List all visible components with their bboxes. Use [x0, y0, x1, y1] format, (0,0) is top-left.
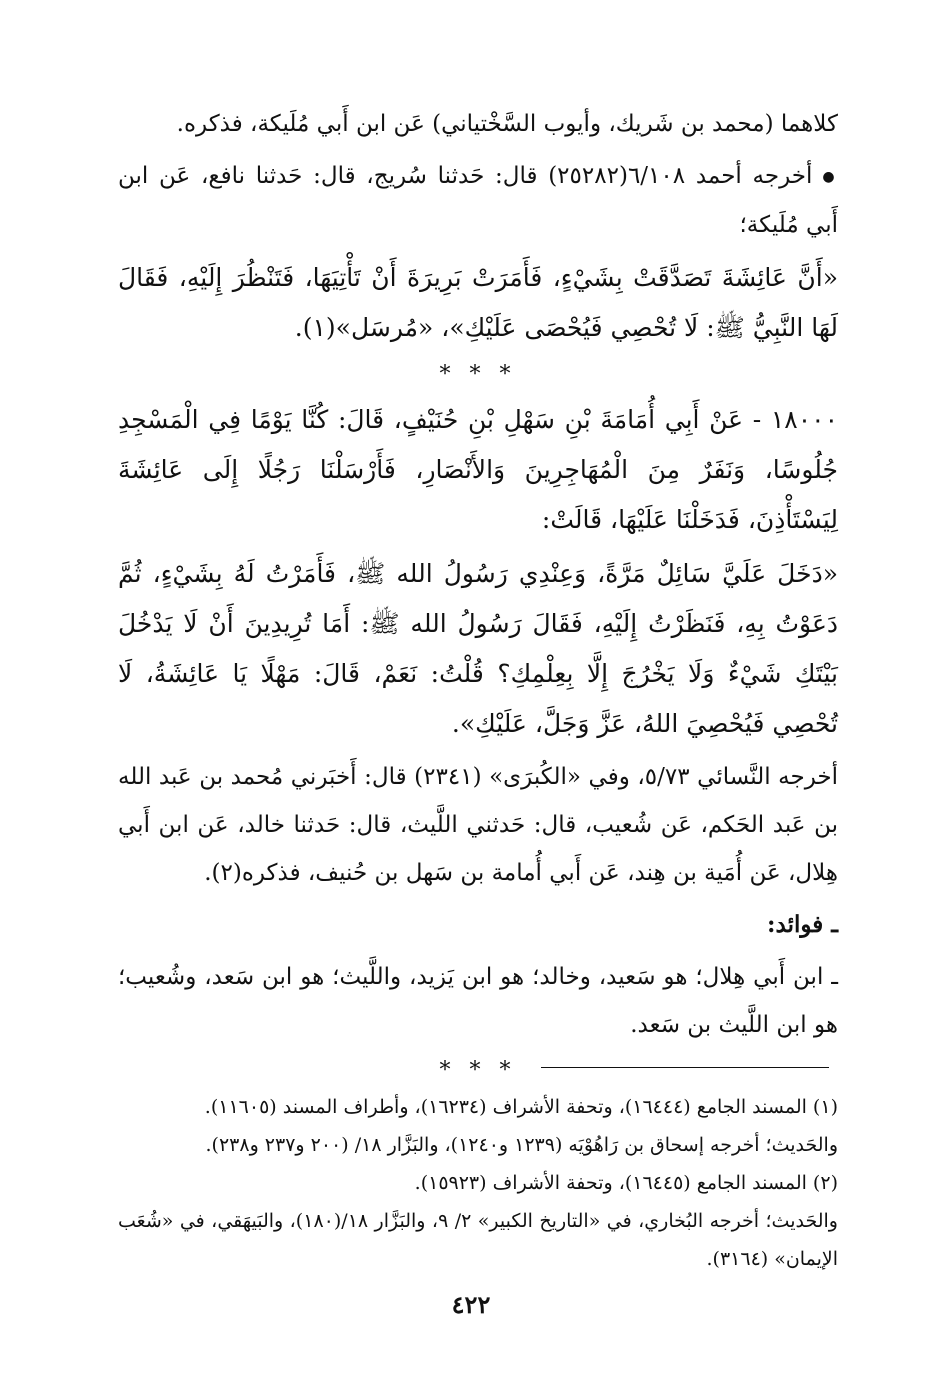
paragraph-fawaid: ـ ابن أَبي هِلال؛ هو سَعيد، وخالد؛ هو ابن يَزيد، واللَّيث؛ هو ابن سَعد، وشُعيب؛ هو ابن اللَّيث بن سَعد. [118, 964, 838, 1038]
paragraph-takhrij-nasai: أخرجه النَّسائي ٥/٧٣، وفي «الكُبرَى» (٢٣٤١) قال: أَخبَرني مُحمد بن عَبد الله بن عَبد الحَكم، عَن شُعيب، قال: حَدثني اللَّيث، قال: حَدثنا خالد، عَن ابن أَبي هِلال، عَن أُمَية بن هِند، عَن أَبي أُمامة بن سَهل بن حُنيف، فذكره(٢). [118, 764, 839, 886]
footnote-1: (١) المسند الجامع (١٦٤٤٤)، وتحفة الأشراف (١٦٢٣٤)، وأطراف المسند (١١٦٠٥). [204, 1096, 838, 1118]
paragraph-hadith-matn: «دَخَلَ عَلَيَّ سَائِلٌ مَرَّةً، وَعِنْدِي رَسُولُ الله ﷺ، فَأَمَرْتُ لَهُ بِشَيْءٍ، ثُمَّ دَعَوْتُ بِهِ، فَنَظَرْتُ إِلَيْهِ، فَقَالَ رَسُولُ الله ﷺ: أَمَا تُرِيدِينَ أَنْ لَا يَدْخُلَ بَيْتَكِ شَيْءٌ وَلَا يَخْرُجَ إِلَّا بِعِلْمِكِ؟ قُلْتُ: نَعَمْ، قَالَ: مَهْلًا يَا عَائِشَةُ، لَا تُحْصِي فَيُحْصِيَ اللهُ، عَزَّ وَجَلَّ، عَلَيْكِ». [118, 559, 838, 738]
heading-fawaid: ـ فوائد: [767, 911, 838, 938]
footnote-rule [541, 1067, 829, 1068]
footnotes [118, 1088, 838, 1278]
section-separator-end: * * * [439, 1058, 517, 1083]
paragraph-hadith-text: «أَنَّ عَائِشَةَ تَصَدَّقَتْ بِشَيْءٍ، فَأَمَرَتْ بَرِيرَةَ أَنْ تَأْتِيَهَا، فَتَنْظُرَ إِلَيْهِ، فَقَالَ لَهَا النَّبِيُّ ﷺ: لَا تُحْصِي فَيُحْصَى عَلَيْكِ»، «مُرسَل»(١). [118, 263, 838, 342]
paragraph-takhrij-ahmad: ● أخرجه أحمد ٦/١٠٨(٢٥٢٨٢) قال: حَدثنا سُريج، قال: حَدثنا نافع، عَن ابن أَبي مُلَيكة؛ [118, 152, 838, 249]
footnote-1-continued: والحَديث؛ أخرجه إسحاق بن رَاهُوْيَه (١٢٣٩ و١٢٤٠)، والبَزَّار ١٨/ (٢٠٠ و٢٣٧ و٢٣٨). [205, 1134, 838, 1156]
footnote-2: (٢) المسند الجامع (١٦٤٤٥)، وتحفة الأشراف (١٥٩٢٣). [414, 1172, 838, 1194]
main-text [118, 100, 838, 1091]
paragraph-intro: كلاهما (محمد بن شَريك، وأيوب السَّخْتياني) عَن ابن أَبي مُلَيكة، فذكره. [176, 111, 838, 137]
page-number: ٤٢٢ [451, 1290, 491, 1319]
footnote-2-continued: والحَديث؛ أخرجه البُخاري، في «التاريخ الكبير» ٢/ ٩، والبَزَّار ١٨/(١٨٠)، والبَيهَقي، في «شُعَب الإيمان» (٣١٦٤). [118, 1210, 838, 1270]
section-separator: * * * [439, 362, 517, 387]
paragraph-narration-18000: ١٨٠٠٠ - عَنْ أَبِي أُمَامَةَ بْنِ سَهْلِ بْنِ حُنَيْفٍ، قَالَ: كُنَّا يَوْمًا فِي الْمَسْجِدِ جُلُوسًا، وَنَفَرٌ مِنَ الْمُهَاجِرِينَ وَالأَنْصَارِ، فَأَرْسَلْنَا رَجُلًا إِلَى عَائِشَةَ لِيَسْتَأْذِنَ، فَدَخَلْنَا عَلَيْهَا، قَالَتْ: [118, 405, 838, 534]
